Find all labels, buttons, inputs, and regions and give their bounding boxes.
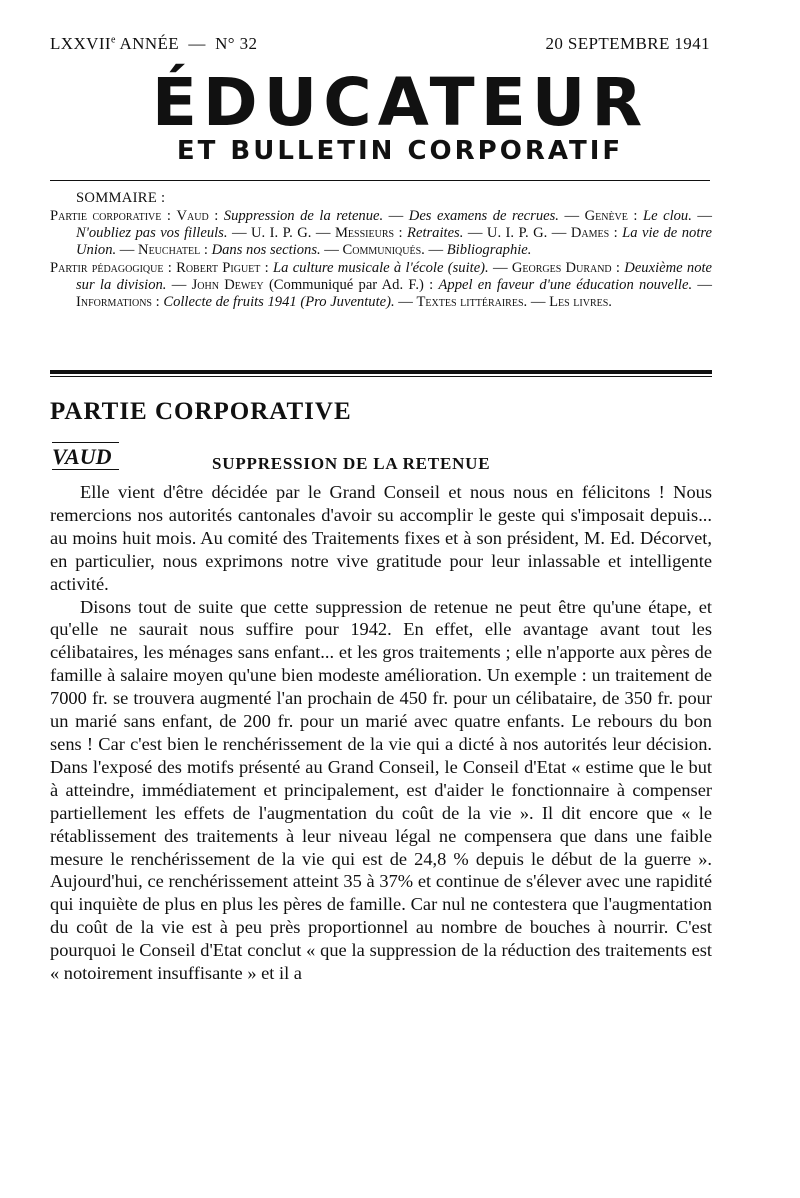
- toc-part-corporative: Partie corporative : Vaud : Suppression de la retenue. — Des examens de recrues. — Genève : Le clou. — N'oubliez pas vos filleuls. — U. I. P. G. — Messieurs : Retraites. — U. I. P. G. — Dames : La vie de notre Union. — Neuchatel : Dans nos sections. — Communiqués. — Bibliographie.: [50, 208, 712, 258]
- article-body: [50, 481, 712, 985]
- contents-divider: [50, 370, 712, 377]
- region-label: VAUD: [52, 442, 119, 470]
- issue-number: LXXVIIe ANNÉE — N° 32: [50, 34, 258, 53]
- section-title: PARTIE CORPORATIVE: [50, 398, 352, 425]
- article-paragraph: Elle vient d'être décidée par le Grand Conseil et nous nous en félicitons ! Nous remercions nos autorités cantonales d'avoir su accomplir le geste qui s'imposait depuis... au moins huit mois. Au comité des Traitements fixes et à son président, M. Ed. Décorvet, en particulier, nous exprimons notre vive gratitude pour leur inlassable et intelligente activité.: [50, 482, 712, 594]
- issue-date: 20 SEPTEMBRE 1941: [545, 34, 710, 53]
- toc-heading: SOMMAIRE :: [76, 190, 166, 206]
- masthead-top-line: [50, 34, 710, 54]
- journal-title: ÉDUCATEUR: [151, 64, 649, 141]
- table-of-contents: [50, 190, 712, 312]
- header-divider: [50, 180, 710, 181]
- article-paragraph: Disons tout de suite que cette suppression de retenue ne peut être qu'une étape, et qu'elle ne saurait nous suffire pour 1942. En effet, elle avantage avant tout les célibataires, les ménages sans enfant... et les gros traitements ; elle n'apporte aux pères de famille à salaire moyen qu'une bien modeste amélioration. Un exemple : un traitement de 7000 fr. se trouvera augmenté l'an prochain de 450 fr. pour un célibataire, de 350 fr. pour un marié sans enfant, de 200 fr. pour un marié avec quatre enfants. Le rebours du bon sens ! Car c'est bien le renchérissement de la vie qui a dicté à nos autorités leur décision. Dans l'exposé des motifs présenté au Grand Conseil, le Conseil d'Etat « estime que le but à atteindre, immédiatement et principalement, est d'aider le fonctionnaire à compenser partiellement les effets de l'augmentation du coût de la vie ». Il dit encore que « le rétablissement des traitements à leur niveau légal ne compensera que dans une faible mesure le renchérissement de la vie qui est de 24,8 % depuis le début de la guerre ». Aujourd'hui, ce renchérissement atteint 35 à 37% et continue de s'élever avec une rapidité qui inquiète de plus en plus les pères de famille. Car nul ne contestera que l'augmentation du coût de la vie est à peu près proportionnel au nombre de bouches à nourrir. C'est pourquoi le Conseil d'Etat conclut « que la suppression de la réduction des traitements est « notoirement insuffisante » et il a: [50, 596, 712, 984]
- journal-subtitle: ET BULLETIN CORPORATIF: [176, 136, 624, 166]
- toc-part-pedagogique: Partir pédagogique : Robert Piguet : La culture musicale à l'école (suite). — Georges Durand : Deuxième note sur la division. — John Dewey (Communiqué par Ad. F.) : Appel en faveur d'une éducation nouvelle. — Informations : Collecte de fruits 1941 (Pro Juventute). — Textes littéraires. — Les livres.: [50, 260, 713, 310]
- article-title: SUPPRESSION DE LA RETENUE: [212, 454, 491, 473]
